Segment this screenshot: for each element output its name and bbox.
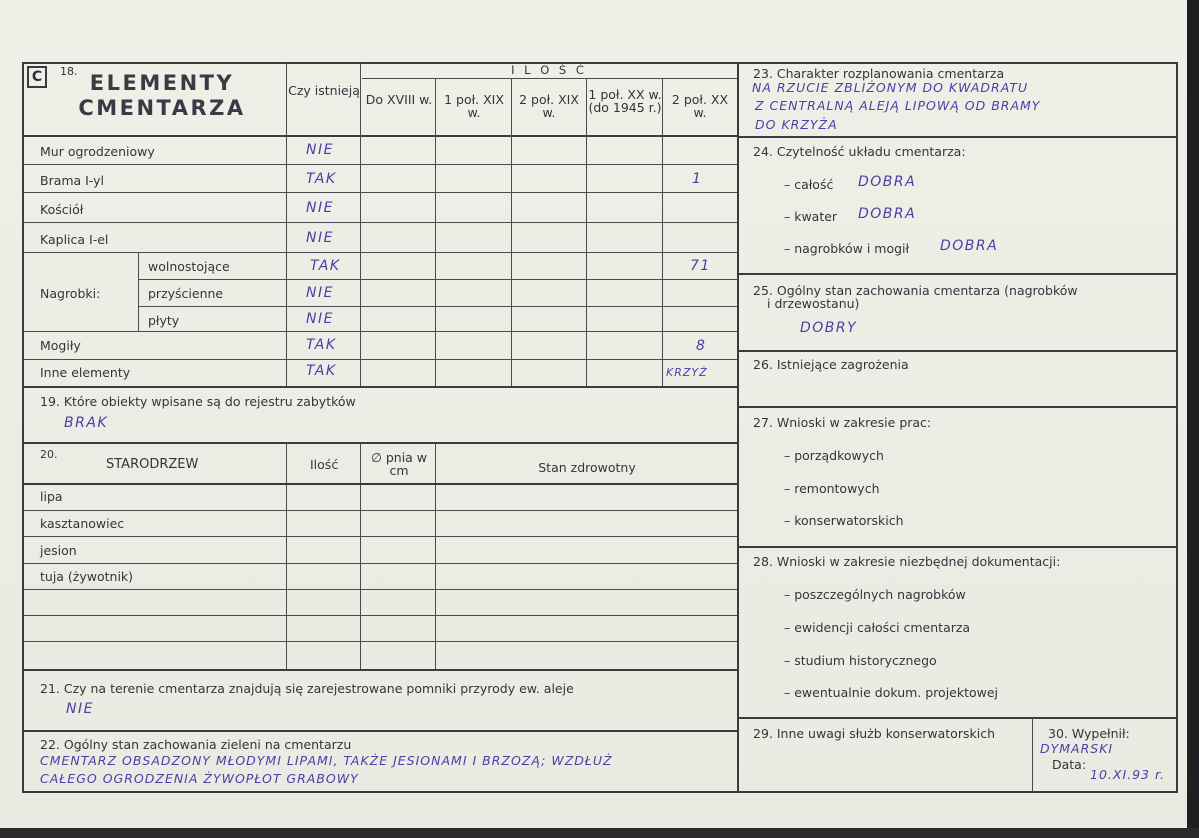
s20-v	[360, 442, 361, 670]
s30-date-label: Data:	[1052, 757, 1087, 772]
s23-line3: DO KRZYŻA	[755, 117, 838, 132]
s28-label: 28. Wnioski w zakresie niezbędnej dokumentacji:	[753, 554, 1061, 569]
row-count-mogily: 8	[696, 338, 707, 354]
s20-ilosc: Ilość	[310, 457, 339, 472]
s18-v-exists	[360, 62, 361, 387]
s20-row-line	[22, 563, 737, 564]
row-exists-wolnostojace: TAK	[310, 258, 341, 274]
row-label-inne: Inne elementy	[40, 365, 131, 380]
row-label-nagrobki: Nagrobki:	[40, 286, 101, 301]
s28-item-nagrobkow: – poszczególnych nagrobków	[784, 587, 966, 602]
s20-row-line	[22, 641, 737, 642]
row-label-wolnostojace: wolnostojące	[148, 259, 230, 274]
s18-v-1	[435, 78, 436, 387]
row-exists-kosciol: NIE	[306, 200, 334, 216]
s29-s30-divider	[1032, 717, 1033, 792]
row-label-mogily: Mogiły	[40, 338, 81, 353]
s26-bottom	[737, 406, 1178, 408]
s27-item-porzadkowych: – porządkowych	[784, 448, 884, 463]
tree-lipa: lipa	[40, 489, 63, 504]
s21-label: 21. Czy na terenie cmentarza znajdują się zarejestrowane pomniki przyrody ew. aleje	[40, 681, 574, 696]
row-exists-kaplica: NIE	[306, 230, 334, 246]
header-czy-istnieja: Czy istnieją	[288, 83, 360, 98]
s18-title-line1: ELEMENTY	[89, 71, 235, 95]
s23-label: 23. Charakter rozplanowania cmentarza	[753, 66, 1005, 81]
frame-bottom	[22, 791, 1178, 793]
s29-label: 29. Inne uwagi służb konserwatorskich	[753, 726, 995, 741]
row-exists-brama: TAK	[306, 171, 337, 187]
s24-bottom	[737, 273, 1178, 275]
s18-number: 18.	[60, 65, 78, 78]
row-exists-inne: TAK	[306, 363, 337, 379]
frame-right	[1176, 62, 1178, 793]
s20-pien: ∅ pnia w cm	[370, 450, 428, 478]
column-divider	[737, 62, 739, 793]
row-label-kaplica: Kaplica I-el	[40, 232, 109, 247]
row-label-kosciol: Kościół	[40, 202, 84, 217]
s24-item-calosc: – całość	[784, 177, 834, 192]
s24-label: 24. Czytelność układu cmentarza:	[753, 144, 966, 159]
s22-line1: CMENTARZ OBSADZONY MŁODYMI LIPAMI, TAKŻE JESIONAMI I BRZOZĄ; WZDŁUŻ	[40, 753, 613, 768]
s28-bottom	[737, 717, 1178, 719]
s18-row-line	[138, 306, 737, 307]
s27-label: 27. Wnioski w zakresie prac:	[753, 415, 932, 430]
tree-tuja: tuja (żywotnik)	[40, 569, 134, 584]
s30-name: DYMARSKI	[1040, 741, 1114, 756]
s22-line2: CAŁEGO OGRODZENIA ŻYWOPŁOT GRABOWY	[40, 771, 359, 786]
section-letter-box: C	[27, 66, 47, 88]
s20-stan: Stan zdrowotny	[538, 460, 636, 475]
s18-row-line	[138, 279, 737, 280]
s19-label: 19. Które obiekty wpisane są do rejestru zabytków	[40, 394, 356, 409]
s23-line1: NA RZUCIE ZBLIŻONYM DO KWADRATU	[752, 80, 1029, 95]
col-1-pol-xix: 1 poł. XIX w.	[444, 92, 504, 120]
s20-number: 20.	[40, 448, 58, 461]
s30-date: 10.XI.93 r.	[1090, 767, 1165, 782]
row-exists-przyscienne: NIE	[306, 285, 334, 301]
s21-bottom	[22, 730, 737, 732]
s20-row-line	[22, 589, 737, 590]
s18-v-nagrobki	[138, 253, 139, 331]
s27-item-konserwatorskich: – konserwatorskich	[784, 513, 904, 528]
s23-line2: Z CENTRALNĄ ALEJĄ LIPOWĄ OD BRAMY	[755, 98, 1041, 113]
s18-bottom	[22, 386, 737, 388]
s28-item-ewidencji: – ewidencji całości cmentarza	[784, 620, 971, 635]
s24-value-kwater: DOBRA	[858, 206, 917, 222]
col-2-pol-xix: 2 poł. XIX w.	[519, 92, 579, 120]
row-exists-plyty: NIE	[306, 311, 334, 327]
row-count-brama: 1	[692, 171, 703, 187]
s18-row-line	[22, 192, 737, 193]
s27-bottom	[737, 546, 1178, 548]
row-exists-mur: NIE	[306, 142, 334, 158]
s19-value: BRAK	[64, 415, 109, 431]
tree-jesion: jesion	[40, 543, 77, 558]
s18-header-bottom	[22, 135, 737, 137]
header-ilosc: I L O Ś Ć	[511, 63, 587, 77]
s24-value-nagrobkow: DOBRA	[940, 238, 999, 254]
scan-edge-bottom	[0, 828, 1199, 838]
s28-item-projektowej: – ewentualnie dokum. projektowej	[784, 685, 999, 700]
row-label-mur: Mur ogrodzeniowy	[40, 144, 155, 159]
s25-bottom	[737, 350, 1178, 352]
s18-row-line	[22, 359, 737, 360]
tree-kasztanowiec: kasztanowiec	[40, 516, 125, 531]
s20-v	[286, 442, 287, 670]
frame-left	[22, 62, 24, 793]
s18-v-label	[286, 62, 287, 387]
s21-value: NIE	[66, 701, 94, 717]
s20-row-line	[22, 510, 737, 511]
s18-title	[62, 71, 262, 121]
col-do-xviii: Do XVIII w.	[365, 92, 433, 107]
ilosc-underline	[362, 78, 737, 79]
col-2-pol-xx: 2 poł. XX w.	[671, 92, 729, 120]
s18-v-2	[511, 78, 512, 387]
s18-row-line	[22, 331, 737, 332]
s18-row-line	[22, 164, 737, 165]
s18-v-4	[662, 78, 663, 387]
row-count-inne: KRZYŻ	[666, 366, 708, 379]
row-label-brama: Brama I-yl	[40, 173, 105, 188]
row-label-przyscienne: przyścienne	[148, 286, 224, 301]
s19-bottom	[22, 442, 737, 444]
s20-title: STARODRZEW	[106, 457, 199, 472]
s25-line1: 25. Ogólny stan zachowania cmentarza (nagrobków	[753, 283, 1078, 298]
s18-v-3	[586, 78, 587, 387]
s18-row-line	[22, 222, 737, 223]
s20-bottom	[22, 669, 737, 671]
s24-value-calosc: DOBRA	[858, 174, 917, 190]
row-label-plyty: płyty	[148, 313, 180, 328]
col-1-pol-xx: 1 poł. XX w. (do 1945 r.)	[588, 87, 662, 115]
s24-item-nagrobkow: – nagrobków i mogił	[784, 241, 910, 256]
s23-bottom	[737, 136, 1178, 138]
row-exists-mogily: TAK	[306, 337, 337, 353]
s20-v	[435, 442, 436, 670]
s18-row-line	[22, 252, 737, 253]
s25-line2: i drzewostanu)	[767, 296, 860, 311]
s20-row-line	[22, 615, 737, 616]
s22-label: 22. Ogólny stan zachowania zieleni na cmentarzu	[40, 737, 352, 752]
s18-title-line2: CMENTARZA	[78, 96, 246, 120]
s24-item-kwater: – kwater	[784, 209, 838, 224]
s28-item-studium: – studium historycznego	[784, 653, 937, 668]
scan-edge-right	[1187, 0, 1199, 838]
s26-label: 26. Istniejące zagrożenia	[753, 357, 909, 372]
s30-label: 30. Wypełnił:	[1048, 726, 1130, 741]
row-count-wolnostojace: 71	[690, 258, 711, 274]
s25-value: DOBRY	[800, 320, 858, 336]
s20-row-line	[22, 536, 737, 537]
s27-item-remontowych: – remontowych	[784, 481, 880, 496]
s20-header-bottom	[22, 483, 737, 485]
